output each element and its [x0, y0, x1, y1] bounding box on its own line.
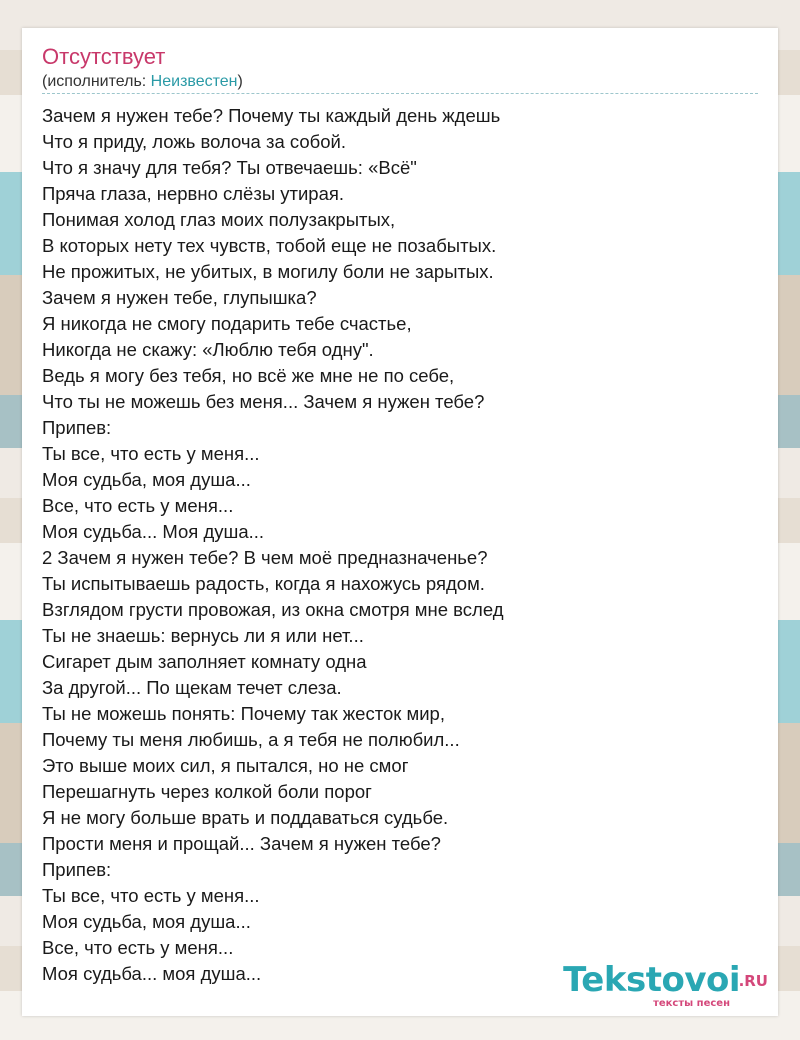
lyrics-line: Это выше моих сил, я пытался, но не смог — [42, 755, 409, 776]
lyrics-line: Взглядом грусти провожая, из окна смотря мне вслед — [42, 599, 504, 620]
lyrics-line: Ты все, что есть у меня... — [42, 443, 260, 464]
site-logo[interactable] — [558, 960, 768, 1016]
lyrics-line: За другой... По щекам течет слеза. — [42, 677, 342, 698]
lyrics-line: 2 Зачем я нужен тебе? В чем моё предназначенье? — [42, 547, 488, 568]
lyrics-line: Что я приду, ложь волоча за собой. — [42, 131, 347, 152]
lyrics-line: Почему ты меня любишь, а я тебя не полюбил... — [42, 729, 460, 750]
lyrics-line: Что я значу для тебя? Ты отвечаешь: «Всё" — [42, 157, 417, 178]
logo-tagline: тексты песен — [653, 998, 730, 1009]
title-divider — [42, 93, 758, 94]
lyrics-line: Все, что есть у меня... — [42, 495, 234, 516]
lyrics-line: Припев: — [42, 859, 112, 880]
lyrics-line: Ведь я могу без тебя, но всё же мне не по себе, — [42, 365, 455, 386]
logo-tld: .RU — [738, 972, 768, 990]
lyrics-line: Моя судьба, моя душа... — [42, 911, 251, 932]
lyrics-line: Зачем я нужен тебе, глупышка? — [42, 287, 317, 308]
lyrics-line: Все, что есть у меня... — [42, 937, 234, 958]
song-title: Отсутствует — [42, 44, 166, 69]
lyrics-line: Ты не можешь понять: Почему так жесток мир, — [42, 703, 445, 724]
lyrics-line: Перешагнуть через колкой боли порог — [42, 781, 372, 802]
lyrics-line: В которых нету тех чувств, тобой еще не позабытых. — [42, 235, 497, 256]
lyrics-line: Ты не знаешь: вернусь ли я или нет... — [42, 625, 364, 646]
lyrics-card — [22, 28, 778, 1016]
lyrics-line: Моя судьба, моя душа... — [42, 469, 251, 490]
lyrics-line: Я никогда не смогу подарить тебе счастье, — [42, 313, 412, 334]
lyrics-text — [42, 103, 758, 987]
artist-prefix: (исполнитель: — [42, 73, 151, 90]
lyrics-line: Я не могу больше врать и поддаваться судьбе. — [42, 807, 449, 828]
artist-line — [42, 72, 243, 92]
lyrics-line: Что ты не можешь без меня... Зачем я нужен тебе? — [42, 391, 485, 412]
lyrics-line: Ты испытываешь радость, когда я нахожусь рядом. — [42, 573, 485, 594]
lyrics-line: Зачем я нужен тебе? Почему ты каждый день ждешь — [42, 105, 501, 126]
lyrics-line: Понимая холод глаз моих полузакрытых, — [42, 209, 396, 230]
artist-link[interactable]: Неизвестен — [150, 73, 238, 90]
lyrics-line: Сигарет дым заполняет комнату одна — [42, 651, 367, 672]
logo-name: Tekstovoi — [563, 960, 740, 1000]
lyrics-line: Не прожитых, не убитых, в могилу боли не зарытых. — [42, 261, 494, 282]
artist-suffix: ) — [237, 73, 243, 90]
lyrics-line: Ты все, что есть у меня... — [42, 885, 260, 906]
lyrics-line: Прости меня и прощай... Зачем я нужен тебе? — [42, 833, 441, 854]
lyrics-line: Моя судьба... Моя душа... — [42, 521, 265, 542]
lyrics-line: Припев: — [42, 417, 112, 438]
lyrics-line: Моя судьба... моя душа... — [42, 963, 262, 984]
lyrics-line: Пряча глаза, нервно слёзы утирая. — [42, 183, 345, 204]
lyrics-line: Никогда не скажу: «Люблю тебя одну". — [42, 339, 374, 360]
